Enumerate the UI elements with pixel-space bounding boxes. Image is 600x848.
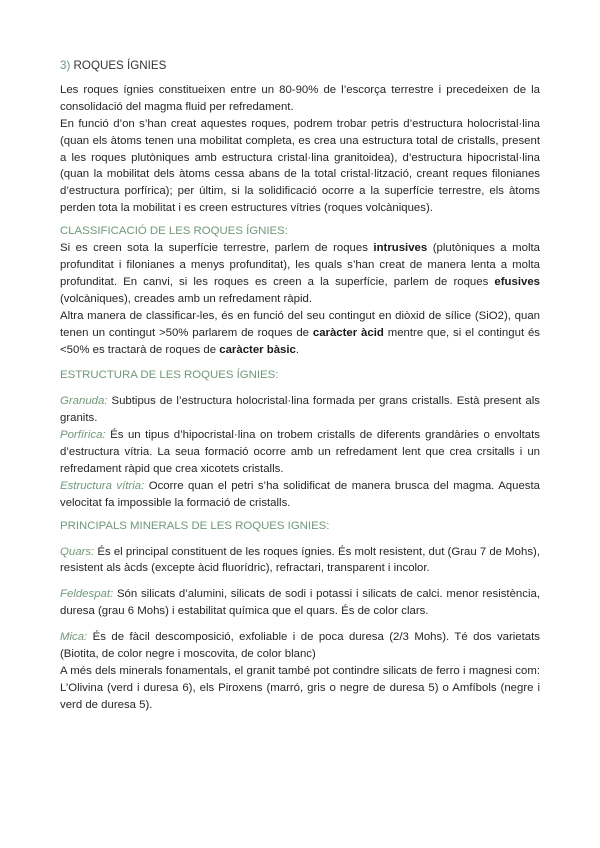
minerals-heading: PRINCIPALS MINERALS DE LES ROQUES IGNIES: — [60, 519, 330, 532]
minerals-closing-paragraph: A més dels minerals fonamentals, el granit també pot contindre silicats de ferro i magnesi com: L’Olivina (verd i duresa 6), els Piroxens (marró, gris o negre de duresa 5) o Amfíbols (negre i verd de duresa 5). — [60, 665, 540, 711]
classification-paragraph-2: Altra manera de classificar-les, és en funció del seu contingut en diòxid de sílice (SiO2), quan tenen un contingut >50% parlarem de roques de caràcter àcid mentre que, si el contingut és <50% es tractarà de roques de caràcter bàsic. — [60, 309, 540, 356]
section-number: 3) — [60, 59, 71, 72]
classification-heading: CLASSIFICACIÓ DE LES ROQUES ÍGNIES: — [60, 225, 288, 238]
document-content — [60, 58, 540, 714]
mineral-term: Feldespat: — [60, 588, 114, 601]
structure-term: Porfírica: — [60, 429, 106, 442]
intro-paragraph-2: En funció d’on s’han creat aquestes roques, podrem trobar petris d’estructura holocristal·lina (quan els àtoms tenen una mobilitat completa, es crea una estructura total de cristalls, present a les roques plutòniques amb estructura cristal·lina granitoidea), d’estructura hipocristal·lina (quan la mobilitat dels àtoms cessa abans de la total cristal·lització, creant reques filonianes d’estructura porfírica); per últim, si la solidificació ocorre a la superfície terrestre, els àtoms perden tota la mobilitat i es creen estructures vítries (roques volcàniques). — [60, 117, 540, 215]
structure-item-vitria: Estructura vítria: Ocorre quan el petri s’ha solidificat de manera brusca del magma. Aquesta velocitat fa impossible la formació de cristalls. — [60, 479, 541, 509]
structure-item-granuda: Granuda: Subtipus de l’estructura holocristal·lina formada per grans cristalls. Està present als granits. — [60, 395, 540, 425]
structure-item-porfirica: Porfírica: És un tipus d’hipocristal·lina on trobem cristalls de diferents grandàries o envoltats d’estructura vítria. La seua formació ocorre amb un refredament lent que crea crsitalls i un refredament ràpid que crea xicotets cristalls. — [60, 429, 540, 475]
mineral-term: Quars: — [60, 545, 95, 558]
structure-term: Estructura vítria: — [60, 479, 145, 492]
classification-paragraph-1: Si es creen sota la superfície terrestre, parlem de roques intrusives (plutòniques a molta profunditat i filonianes a menys profunditat), les quals s’han creat de manera lenta a molta profunditat. En canvi, si les roques es creen a la superfície, parlem de roques efusives (volcàniques), creades amb un refredament ràpid. — [60, 242, 540, 305]
mineral-item-quars: Quars: És el principal constituent de les roques ígnies. És molt resistent, dut (Grau 7 de Mohs), resistent als àcds (excepte àcid fluorídric), refractari, transparent i incolor. — [60, 545, 540, 575]
mineral-term: Mica: — [60, 631, 88, 644]
mineral-item-feldespat: Feldespat: Són silicats d’alumini, silicats de sodi i potassi i silicats de calci. menor resistència, duresa (grau 6 Mohs) i estabilitat química que el quars. És de color clars. — [60, 588, 540, 618]
section-title — [60, 58, 540, 75]
structure-term: Granuda: — [60, 395, 108, 408]
section-title-text: ROQUES ÍGNIES — [73, 59, 167, 72]
term-efusives: efusives — [494, 275, 540, 288]
intro-paragraph-1: Les roques ígnies constitueixen entre un 80-90% de l’escorça terrestre i precedeixen de la consolidació del magma fluid per refredament. — [60, 83, 540, 113]
term-caracter-basic: caràcter bàsic — [219, 343, 296, 356]
term-caracter-acid: caràcter àcid — [312, 326, 384, 339]
structure-heading: ESTRUCTURA DE LES ROQUES ÍGNIES: — [60, 369, 279, 382]
term-intrusives: intrusives — [373, 242, 428, 255]
mineral-item-mica: Mica: És de fàcil descomposició, exfoliable i de poca duresa (2/3 Mohs). Té dos varietats (Biotita, de color negre i moscovita, de color blanc) — [60, 631, 540, 661]
